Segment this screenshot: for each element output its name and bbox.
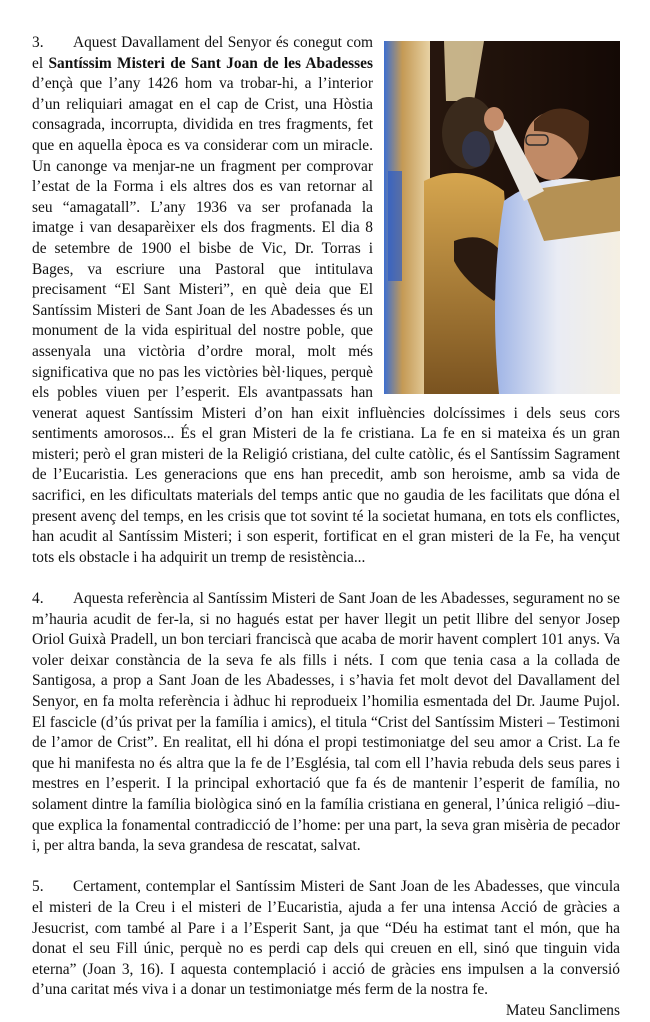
paragraph-bold-title: Santíssim Misteri de Sant Joan de les Abadesses — [48, 54, 373, 72]
blue-light — [388, 171, 402, 281]
paragraph-lead: Aquest Davallament del Senyor és conegut com el — [32, 34, 373, 72]
paragraph-number: 3. — [32, 34, 44, 51]
statue-face-shade — [462, 131, 490, 167]
paragraph-text: d’ençà que l’any 1426 hom va trobar-hi, a l’interior d’un reliquiari amagat en el cap de Crist, una Hòstia consagrada, incorrupta, dividida en tres fragments, fet que en aquella època es va considerar com un miracle. Un canonge va menjar-ne un fragment per comprovar l’estat de la Forma i els altres dos es van retornar al seu “amagatall”. L’any 1936 va ser profanada la imatge i van desaparèixer els dos fragments. El dia 8 de setembre de 1900 el bisbe de Vic, Dr. Torras i Bages, va escriure una Pastoral que intitulava precisament “El Sant Misteri”, en què deia que El Santíssim Misteri de Sant Joan de les Abadesses és un monument de la vida espiritual del nostre poble, que assenyala una victòria d’ordre moral, molt més significativa que no pas les victòries bèl·liques, perquè els pobles viuen per l’esperit. Els avantpassats han venerat aquest Santíssim Misteri d’on han eixit influències dolcíssimes i dels seus cors sentiments amorosos... És el gran Misteri de la fe cristiana. La fe en si mateixa és un gran misteri; però el gran misteri de la Religió cristiana, del culte catòlic, és el Santíssim Sagrament de l’Eucaristia. Les generacions que ens han precedit, amb son heroisme, amb sa vida de sacrifici, en les dificultats materials del temps antic que no gaudia de les facilitats que dóna el present avenç del temps, en les crisis que tot sovint té la societat humana, en tots els conflictes, han acudit al Santíssim Misteri; i son esperit, fortificat en el gran misteri de la Fe, ha vençut tots els obstacle i ha adquirit un tremp de resistència... — [32, 75, 620, 566]
paragraph-4 — [32, 589, 620, 857]
document-page — [32, 33, 620, 1022]
paragraph-3 — [32, 33, 620, 568]
paragraph-text: Aquesta referència al Santíssim Misteri de Sant Joan de les Abadesses, segurament no se m’hauria acudit de fer-la, si no hagués estat per haver llegit un petit llibre del senyor Josep Oriol Guixà Pradell, un bon terciari franciscà que acaba de morir havent complert 101 anys. Va voler deixar constància de la seva fe als fills i néts. I com que tenia casa a la collada de Santigosa, a prop a Sant Joan de les Abadesses, i s’havia fet molt devot del Davallament del Senyor, en fa molta referència i àdhuc hi reprodueix l’homilia esmentada del Dr. Jaume Pujol. El fascicle (d’ús privat per la família i amics), el titula “Crist del Santíssim Misteri – Testimoni de l’amor de Crist”. En realitat, ell hi dóna el propi testimoniatge del seu amor a Crist. La fe que hi manifesta no és altra que la fe de l’Església, tal com ell l’havia rebuda dels seus pares i mestres en l’esperit. I la principal exhortació que fa és de mantenir l’esperit de família, no solament dintre la família biològica sinó en la família cristiana en general, l’única religió –diu- que explica la fonamental contradicció de l’home: per una part, la seva gran misèria de pecador i, per altra banda, la seva grandesa de rescatat, salvat. — [32, 590, 620, 855]
photo-illustration — [384, 41, 620, 394]
author-signature: Mateu Sanclimens — [505, 1001, 620, 1019]
photo-santissim-misteri — [384, 41, 620, 394]
paragraph-text: Certament, contemplar el Santíssim Misteri de Sant Joan de les Abadesses, que vincula el misteri de la Creu i el misteri de l’Eucaristia, ajuda a fer una intensa Acció de gràcies a Jesucrist, com també al Pare i a l’Esperit Sant, ja que “Déu ha estimat tant el món, que ha donat el seu Fill únic, perquè no es perdi cap dels qui creuen en ell, sinó que tinguin vida eterna” (Joan 3, 16). I aquesta contemplació i acció de gràcies ens impulsen a la conversió d’una caritat més viva i a donar un testimoniatge més ferm de la nostra fe. — [32, 878, 620, 999]
paragraph-number: 5. — [32, 878, 44, 896]
paragraph-5 — [32, 877, 620, 1001]
priest-hand — [484, 107, 504, 131]
paragraph-number: 4. — [32, 590, 44, 608]
